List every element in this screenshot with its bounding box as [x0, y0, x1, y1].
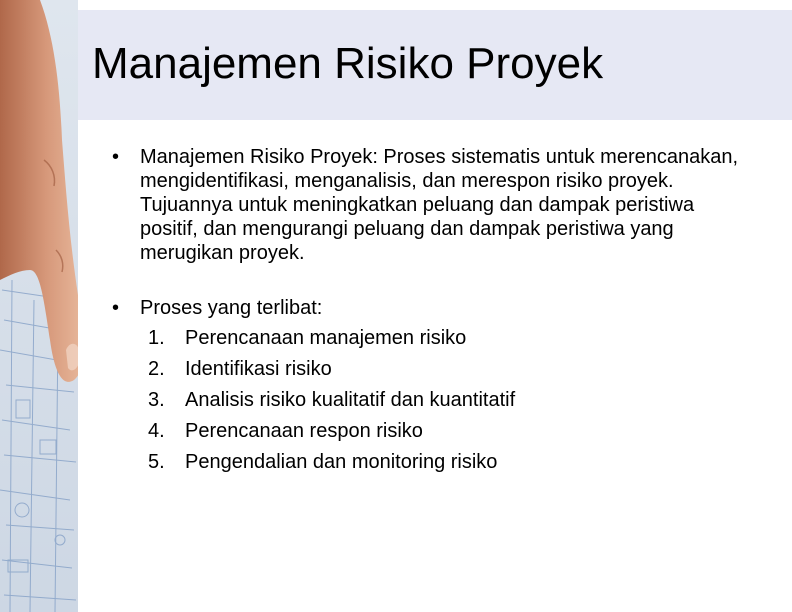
list-number: 3.: [148, 389, 165, 411]
list-number: 1.: [148, 327, 165, 349]
process-list-item: [140, 357, 750, 381]
list-item-text: Identifikasi risiko: [185, 358, 332, 380]
list-item-text: Analisis risiko kualitatif dan kuantitatif: [185, 389, 516, 411]
list-item-text: Perencanaan respon risiko: [185, 420, 423, 442]
bullet-text: Manajemen Risiko Proyek: Proses sistematis untuk merencanakan, mengidentifikasi, menganalisis, dan merespon risiko proyek. Tujuannya untuk meningkatkan peluang dan dampak peristiwa positif, dan mengurangi peluang dan dampak peristiwa yang merugikan proyek.: [140, 146, 739, 264]
list-item-text: Pengendalian dan monitoring risiko: [185, 451, 498, 473]
title-band: [78, 10, 792, 120]
bullet-marker: •: [112, 146, 120, 168]
list-number: 5.: [148, 451, 165, 473]
slide-title: Manajemen Risiko Proyek: [92, 39, 604, 88]
slide-body: [110, 145, 750, 481]
list-number: 4.: [148, 420, 165, 442]
process-list-item: [140, 419, 750, 443]
bullet-item-processes: [110, 296, 750, 474]
list-number: 2.: [148, 358, 165, 380]
process-list-item: [140, 388, 750, 412]
bullet-marker: •: [112, 297, 120, 319]
list-item-text: Perencanaan manajemen risiko: [185, 327, 467, 349]
process-list-item: [140, 450, 750, 474]
hand-on-blueprint-image: [0, 0, 78, 612]
process-list-item: [140, 326, 750, 350]
process-list: [140, 326, 750, 474]
bullet-item-definition: [110, 145, 750, 265]
bullet-text: Proses yang terlibat:: [140, 297, 323, 319]
